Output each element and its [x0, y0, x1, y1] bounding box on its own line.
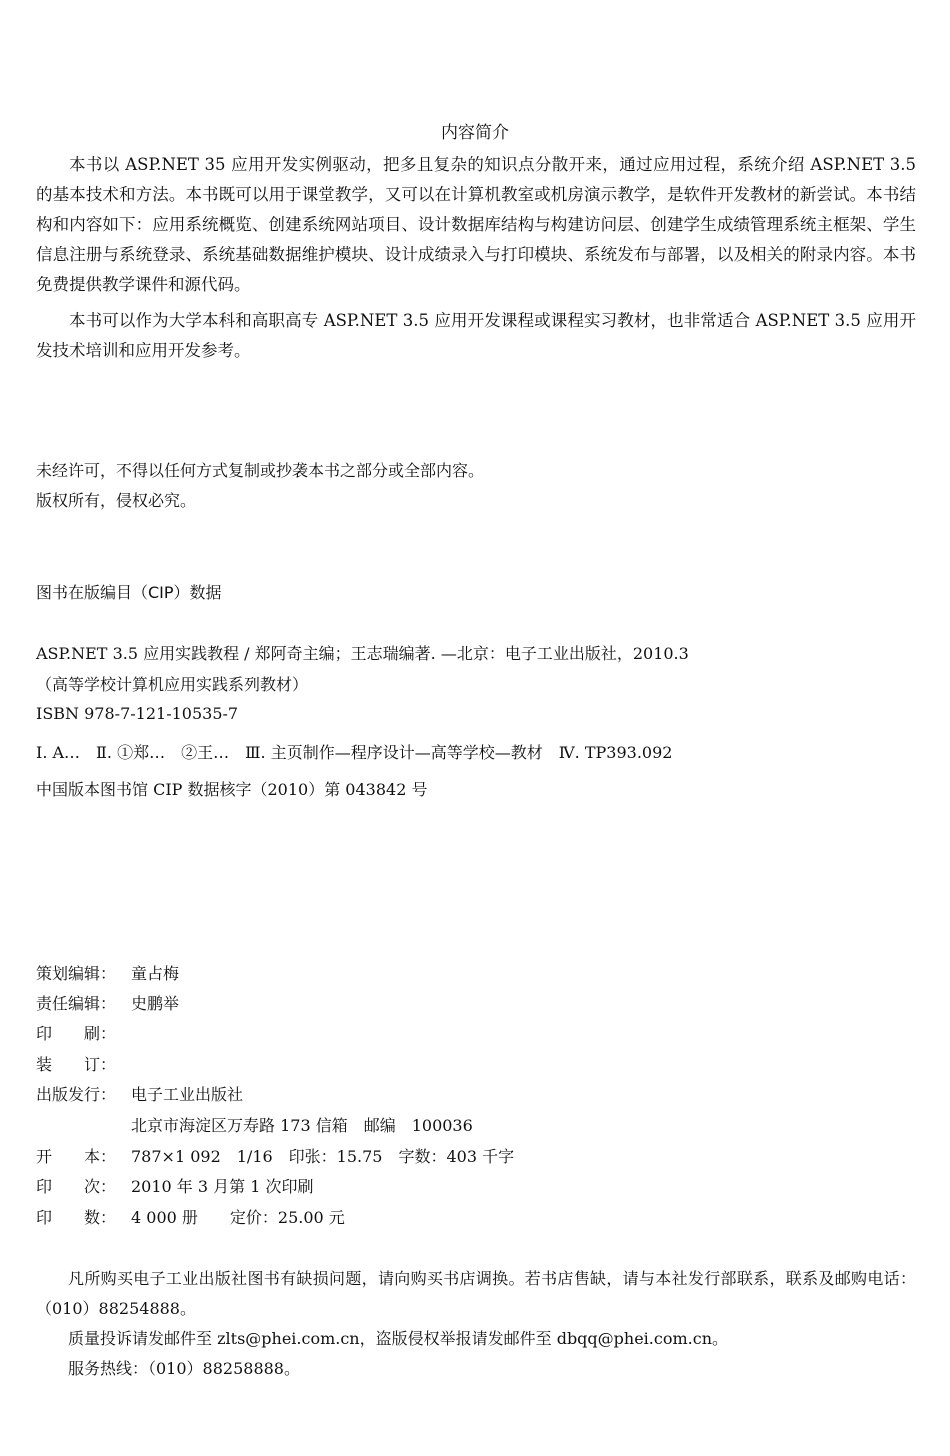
credit-planning-editor: [36, 961, 179, 984]
credit-label: 开 本：: [36, 1147, 117, 1166]
copyright-notice: 未经许可，不得以任何方式复制或抄袭本书之部分或全部内容。: [36, 461, 485, 480]
credit-publisher: [36, 1082, 243, 1105]
credit-label: 策划编辑：: [36, 964, 117, 983]
credit-print: [36, 1021, 131, 1044]
summary-title: 内容简介: [441, 123, 509, 143]
cip-line-series: （高等学校计算机应用实践系列教材）: [36, 675, 309, 694]
credit-copies: [36, 1205, 345, 1228]
credit-label: 出版发行：: [36, 1085, 117, 1104]
credit-binding: [36, 1052, 131, 1075]
credit-value: 童占梅: [131, 964, 180, 983]
credit-value: 史鹏举: [131, 994, 180, 1013]
notice-paragraph-2: 质量投诉请发邮件至 zlts@phei.com.cn，盗版侵权举报请发邮件至 dbqq@phei.com.cn。: [68, 1329, 729, 1348]
credit-responsible-editor: [36, 991, 179, 1014]
cip-line-title: ASP.NET 3.5 应用实践教程 / 郑阿奇主编；王志瑞编著. —北京：电子工业出版社，2010.3: [36, 644, 689, 663]
credit-value: 电子工业出版社: [131, 1085, 244, 1104]
credit-label: 责任编辑：: [36, 994, 117, 1013]
credit-value: 2010 年 3 月第 1 次印刷: [131, 1177, 314, 1196]
credit-label: 装 订：: [36, 1055, 117, 1074]
credit-label: 印 次：: [36, 1177, 117, 1196]
cip-line-classification: Ⅰ. A… Ⅱ. ①郑… ②王… Ⅲ. 主页制作—程序设计—高等学校—教材 Ⅳ. TP393.092: [36, 743, 673, 762]
credit-edition: [36, 1174, 314, 1197]
credit-value: 4 000 册 定价：25.00 元: [131, 1208, 345, 1227]
credit-label: 印 数：: [36, 1208, 117, 1227]
summary-paragraph-1: 本书以 ASP.NET 35 应用开发实例驱动，把多且复杂的知识点分散开来，通过应用过程，系统介绍 ASP.NET 3.5 的基本技术和方法。本书既可以用于课堂教学，又可以在计算机教室或机房演示教学，是软件开发教材的新尝试。本书结构和内容如下：应用系统概览、创建系统网站项目、设计数据库结构与构建访问层、创建学生成绩管理系统主框架、学生信息注册与系统登录、系统基础数据维护模块、设计成绩录入与打印模块、系统发布与部署，以及相关的附录内容。本书免费提供教学课件和源代码。: [36, 155, 916, 294]
cip-line-isbn: ISBN 978-7-121-10535-7: [36, 704, 239, 723]
credit-format: [36, 1144, 514, 1167]
cip-title: 图书在版编目（CIP）数据: [36, 583, 222, 602]
credit-address: 北京市海淀区万寿路 173 信箱 邮编 100036: [131, 1116, 473, 1135]
credit-label: 印 刷：: [36, 1024, 117, 1043]
notice-paragraph-1: 凡所购买电子工业出版社图书有缺损问题，请向购买书店调换。若书店售缺，请与本社发行部联系，联系及邮购电话：（010）88254888。: [36, 1269, 916, 1318]
credit-value: 787×1 092 1/16 印张：15.75 字数：403 千字: [131, 1147, 515, 1166]
cip-line-record: 中国版本图书馆 CIP 数据核字（2010）第 043842 号: [36, 780, 428, 799]
notice-paragraph-3: 服务热线：（010）88258888。: [68, 1359, 300, 1378]
copyright-reserved: 版权所有，侵权必究。: [36, 491, 197, 510]
summary-paragraph-2: 本书可以作为大学本科和高职高专 ASP.NET 3.5 应用开发课程或课程实习教材，也非常适合 ASP.NET 3.5 应用开发技术培训和应用开发参考。: [36, 311, 916, 360]
